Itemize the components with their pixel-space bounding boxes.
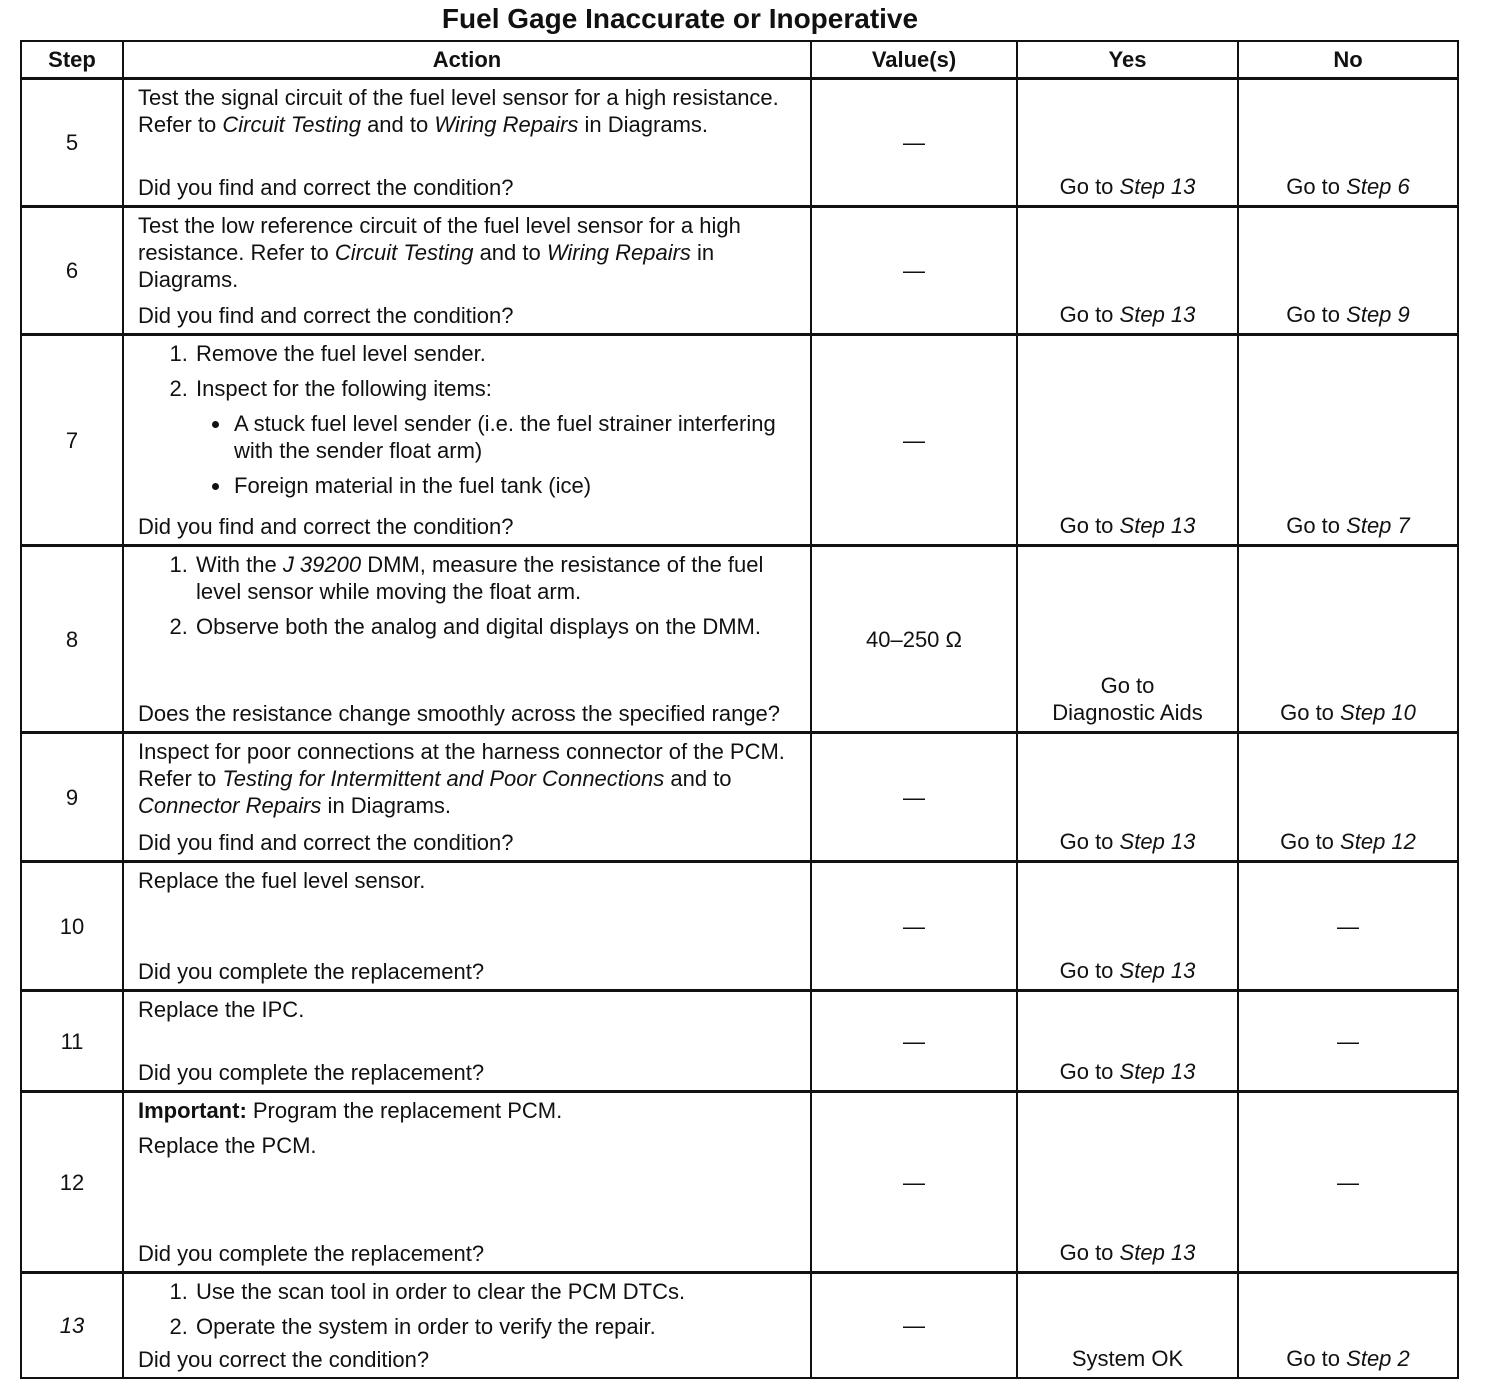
action-question: Did you find and correct the condition? <box>138 514 514 539</box>
no-target: Step 6 <box>1346 174 1410 199</box>
important-note: Important: Program the replacement PCM. <box>138 1098 563 1123</box>
action-steps <box>138 1278 794 1340</box>
step-number: 13 <box>21 1273 123 1379</box>
yes-target: Step 13 <box>1119 1059 1196 1084</box>
action-question: Did you find and correct the condition? <box>138 175 514 200</box>
col-header-no: No <box>1238 41 1458 79</box>
yes-target: Step 13 <box>1119 958 1196 983</box>
no-cell <box>1238 207 1458 335</box>
no-go-to: Go to <box>1286 174 1341 199</box>
action-step: 1. Use the scan tool in order to clear the PCM DTCs. <box>194 1278 794 1305</box>
action-cell <box>123 79 811 207</box>
yes-go-to: Go to <box>1059 1240 1114 1265</box>
action-question: Did you complete the replacement? <box>138 959 485 984</box>
table-row <box>21 862 1458 991</box>
action-text: Inspect for poor connections at the harness connector of the PCM. Refer to Testing for Intermittent and Poor Connections and to Connector Repairs in Diagrams. <box>138 739 785 818</box>
action-steps <box>138 551 794 640</box>
step-number: 11 <box>21 991 123 1092</box>
step-number: 6 <box>21 207 123 335</box>
header-row <box>21 41 1458 79</box>
bullet-item: • Foreign material in the fuel tank (ice) <box>232 472 794 499</box>
col-header-action: Action <box>123 41 811 79</box>
table-row <box>21 991 1458 1092</box>
no-go-to: Go to <box>1280 829 1334 854</box>
page-title: Fuel Gage Inaccurate or Inoperative <box>441 3 919 34</box>
action-text: Replace the IPC. <box>138 997 305 1022</box>
no-cell <box>1238 733 1458 862</box>
important-label: Important: <box>138 1098 247 1123</box>
step-number: 12 <box>21 1092 123 1273</box>
yes-cell <box>1017 335 1238 546</box>
yes-go-to: Go to <box>1059 513 1114 538</box>
no-cell: — <box>1238 862 1458 991</box>
yes-go-to: Go to <box>1059 829 1114 854</box>
table-row <box>21 335 1458 546</box>
action-cell <box>123 335 811 546</box>
no-go-to: Go to <box>1286 1346 1341 1371</box>
value-cell: — <box>811 991 1017 1092</box>
no-target: Step 7 <box>1346 513 1410 538</box>
yes-target: Step 13 <box>1119 829 1196 854</box>
step-number: 9 <box>21 733 123 862</box>
action-text: Replace the fuel level sensor. <box>138 868 426 893</box>
bullet-item: • A stuck fuel level sender (i.e. the fuel strainer interfering with the sender float arm) <box>232 410 794 464</box>
col-header-values: Value(s) <box>811 41 1017 79</box>
yes-go-to: Go to <box>1059 958 1114 983</box>
no-target: Step 10 <box>1340 700 1416 725</box>
yes-go-to: Go to <box>1059 174 1114 199</box>
action-step: 2. Observe both the analog and digital displays on the DMM. <box>194 613 794 640</box>
yes-cell <box>1017 79 1238 207</box>
yes-cell <box>1017 733 1238 862</box>
yes-cell <box>1017 991 1238 1092</box>
action-cell <box>123 862 811 991</box>
action-question: Did you find and correct the condition? <box>138 303 514 328</box>
step-number: 8 <box>21 546 123 733</box>
value-cell: — <box>811 1092 1017 1273</box>
yes-go-to: Go to <box>1059 1059 1114 1084</box>
yes-cell <box>1017 1092 1238 1273</box>
action-text: Test the signal circuit of the fuel level sensor for a high resistance. Refer to Circuit Testing and to Wiring Repairs in Diagrams. <box>138 85 779 137</box>
inspection-items <box>196 410 794 499</box>
yes-target: Step 13 <box>1119 174 1196 199</box>
value-cell: — <box>811 335 1017 546</box>
no-go-to: Go to <box>1286 302 1341 327</box>
yes-target: Step 13 <box>1119 1240 1196 1265</box>
no-cell: — <box>1238 1092 1458 1273</box>
action-step: 1. With the J 39200 DMM, measure the resistance of the fuel level sensor while moving the float arm. <box>194 551 794 605</box>
no-cell <box>1238 1273 1458 1379</box>
value-cell: — <box>811 79 1017 207</box>
action-step: 2. Operate the system in order to verify the repair. <box>194 1313 794 1340</box>
yes-go-to: Go to <box>1100 673 1155 698</box>
value-cell: — <box>811 207 1017 335</box>
yes-target: Diagnostic Aids <box>1052 700 1203 725</box>
yes-target: Step 13 <box>1119 513 1196 538</box>
no-target: Step 9 <box>1346 302 1410 327</box>
yes-go-to: Go to <box>1059 302 1114 327</box>
action-cell <box>123 1092 811 1273</box>
action-steps <box>138 340 794 499</box>
step-number: 7 <box>21 335 123 546</box>
action-text: Test the low reference circuit of the fuel level sensor for a high resistance. Refer to Circuit Testing and to Wiring Repairs in Diagrams. <box>138 213 741 292</box>
col-header-step: Step <box>21 41 123 79</box>
no-go-to: Go to <box>1280 700 1334 725</box>
yes-cell: System OK <box>1017 1273 1238 1379</box>
step-number: 5 <box>21 79 123 207</box>
action-cell <box>123 733 811 862</box>
action-step: 2. Inspect for the following items: • A stuck fuel level sender (i.e. the fuel strainer interfering with the sender float arm) • Foreign material in the fuel tank (ice) <box>194 375 794 499</box>
tool-name: J 39200 <box>282 552 362 577</box>
no-target: Step 12 <box>1340 829 1416 854</box>
action-question: Did you complete the replacement? <box>138 1060 485 1085</box>
action-cell <box>123 991 811 1092</box>
table-row <box>21 79 1458 207</box>
action-text: Replace the PCM. <box>138 1133 317 1158</box>
no-target: Step 2 <box>1346 1346 1410 1371</box>
action-question: Did you find and correct the condition? <box>138 830 514 855</box>
value-cell: — <box>811 733 1017 862</box>
value-cell: — <box>811 862 1017 991</box>
yes-cell <box>1017 207 1238 335</box>
no-cell <box>1238 79 1458 207</box>
yes-cell <box>1017 862 1238 991</box>
diagnostic-table <box>20 40 1459 1379</box>
table-row <box>21 1092 1458 1273</box>
action-cell <box>123 546 811 733</box>
action-question: Did you correct the condition? <box>138 1347 430 1372</box>
action-cell <box>123 207 811 335</box>
no-go-to: Go to <box>1286 513 1341 538</box>
no-cell <box>1238 546 1458 733</box>
no-cell: — <box>1238 991 1458 1092</box>
yes-cell <box>1017 546 1238 733</box>
table-row <box>21 546 1458 733</box>
no-cell <box>1238 335 1458 546</box>
value-cell: 40–250 Ω <box>811 546 1017 733</box>
col-header-yes: Yes <box>1017 41 1238 79</box>
table-row <box>21 733 1458 862</box>
step-number: 10 <box>21 862 123 991</box>
yes-target: Step 13 <box>1119 302 1196 327</box>
table-row <box>21 1273 1458 1379</box>
action-cell <box>123 1273 811 1379</box>
action-question: Does the resistance change smoothly across the specified range? <box>138 701 781 726</box>
value-cell: — <box>811 1273 1017 1379</box>
action-question: Did you complete the replacement? <box>138 1241 485 1266</box>
action-step: 1. Remove the fuel level sender. <box>194 340 794 367</box>
table-row <box>21 207 1458 335</box>
